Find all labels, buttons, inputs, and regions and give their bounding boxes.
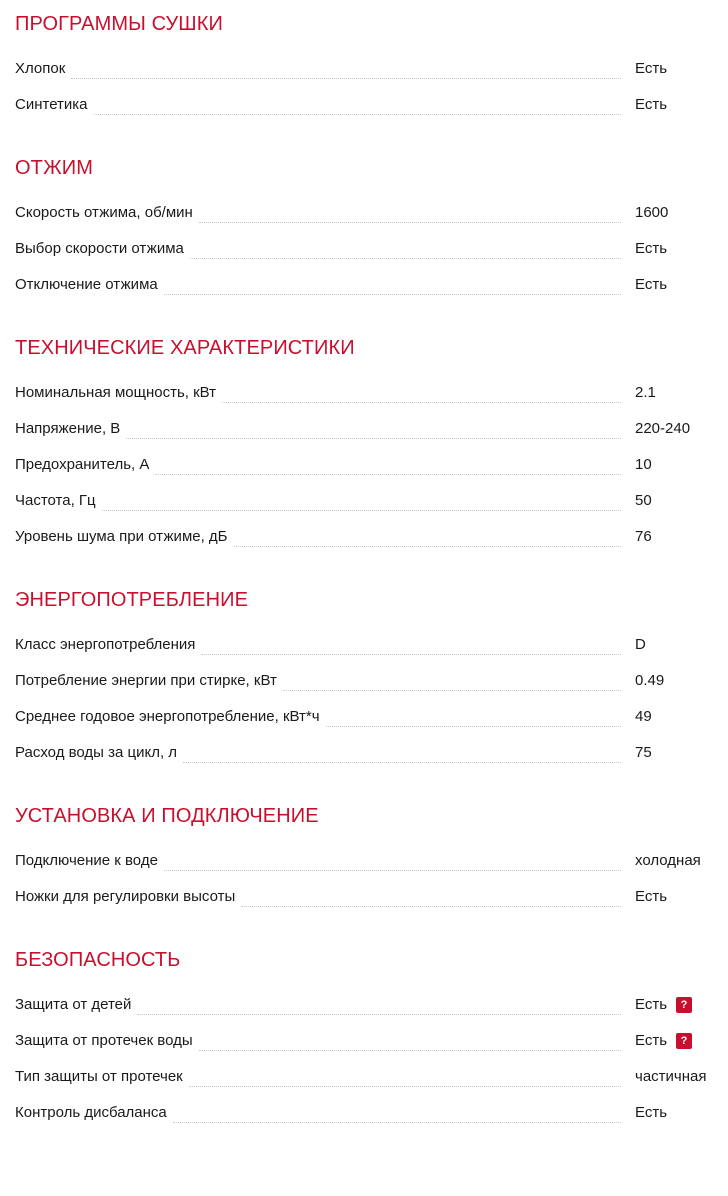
spec-value: 2.1 xyxy=(635,384,656,401)
spec-value: Есть xyxy=(635,60,668,77)
dotted-leader xyxy=(199,221,621,223)
spec-row-spin-speed xyxy=(15,193,715,229)
spec-row-water-connection xyxy=(15,841,715,877)
spec-value: холодная xyxy=(635,852,701,869)
spec-row-spin-speed-select xyxy=(15,229,715,265)
spec-row-cotton xyxy=(15,49,715,85)
spec-row-imbalance-control xyxy=(15,1093,715,1129)
spec-value: D xyxy=(635,636,646,653)
dotted-leader xyxy=(199,1049,621,1051)
spec-row-wash-energy xyxy=(15,661,715,697)
dotted-leader xyxy=(241,905,621,907)
spec-value: 220-240 xyxy=(635,420,691,437)
dotted-leader xyxy=(71,77,621,79)
spec-label: Потребление энергии при стирке, кВт xyxy=(15,671,277,697)
spec-row-energy-class xyxy=(15,625,715,661)
dotted-leader xyxy=(183,761,621,763)
section-title: ПРОГРАММЫ СУШКИ xyxy=(15,13,223,35)
dotted-leader xyxy=(326,725,621,727)
spec-label: Синтетика xyxy=(15,95,88,121)
dotted-leader xyxy=(189,1085,621,1087)
dotted-leader xyxy=(102,509,621,511)
dotted-leader xyxy=(155,473,621,475)
dotted-leader xyxy=(234,545,621,547)
spec-row-spin-off xyxy=(15,265,715,301)
spec-row-noise xyxy=(15,517,715,553)
spec-value: 76 xyxy=(635,528,652,545)
dotted-leader xyxy=(164,293,621,295)
dotted-leader xyxy=(222,401,621,403)
dotted-leader xyxy=(173,1121,621,1123)
spec-row-synthetics xyxy=(15,85,715,121)
dotted-leader xyxy=(201,653,621,655)
help-icon[interactable]: ? xyxy=(676,1033,692,1049)
spec-value: Есть xyxy=(635,276,668,293)
section-title: БЕЗОПАСНОСТЬ xyxy=(15,949,181,971)
spec-value: Есть xyxy=(635,888,668,905)
spec-row-fuse xyxy=(15,445,715,481)
spec-label: Класс энергопотребления xyxy=(15,635,195,661)
spec-label: Уровень шума при отжиме, дБ xyxy=(15,527,228,553)
spec-value: Есть ? xyxy=(635,995,715,1021)
dotted-leader xyxy=(94,113,621,115)
spec-row-water-consumption xyxy=(15,733,715,769)
spec-label: Ножки для регулировки высоты xyxy=(15,887,235,913)
section-technical xyxy=(15,324,715,576)
spec-label: Предохранитель, А xyxy=(15,455,149,481)
spec-value: 75 xyxy=(635,744,652,761)
section-title: УСТАНОВКА И ПОДКЛЮЧЕНИЕ xyxy=(15,805,319,827)
spec-label: Тип защиты от протечек xyxy=(15,1067,183,1093)
spec-label: Подключение к воде xyxy=(15,851,158,877)
spec-value: 1600 xyxy=(635,204,669,221)
section-safety xyxy=(15,936,715,1129)
section-energy xyxy=(15,576,715,792)
dotted-leader xyxy=(283,689,621,691)
spec-label: Выбор скорости отжима xyxy=(15,239,184,265)
help-icon[interactable]: ? xyxy=(676,997,692,1013)
spec-label: Расход воды за цикл, л xyxy=(15,743,177,769)
spec-value: Есть ? xyxy=(635,1031,715,1057)
spec-value: Есть xyxy=(635,240,668,257)
spec-label: Среднее годовое энергопотребление, кВт*ч xyxy=(15,707,320,733)
spec-row-leak-protection xyxy=(15,1021,715,1057)
spec-label: Номинальная мощность, кВт xyxy=(15,383,216,409)
spec-label: Контроль дисбаланса xyxy=(15,1103,167,1129)
spec-row-power xyxy=(15,373,715,409)
section-spin xyxy=(15,144,715,324)
dotted-leader xyxy=(190,257,621,259)
spec-value: 10 xyxy=(635,456,652,473)
spec-value: 49 xyxy=(635,708,652,725)
section-title: ТЕХНИЧЕСКИЕ ХАРАКТЕРИСТИКИ xyxy=(15,337,355,359)
spec-value: 0.49 xyxy=(635,672,665,689)
dotted-leader xyxy=(137,1013,621,1015)
spec-label: Напряжение, В xyxy=(15,419,120,445)
spec-row-annual-energy xyxy=(15,697,715,733)
spec-row-frequency xyxy=(15,481,715,517)
spec-row-child-lock xyxy=(15,985,715,1021)
spec-value: частичная xyxy=(635,1068,707,1085)
spec-label: Хлопок xyxy=(15,59,65,85)
section-drying-programs xyxy=(15,0,715,144)
dotted-leader xyxy=(126,437,621,439)
spec-row-leak-protection-type xyxy=(15,1057,715,1093)
spec-label: Защита от протечек воды xyxy=(15,1031,193,1057)
spec-label: Частота, Гц xyxy=(15,491,96,517)
spec-value: Есть xyxy=(635,96,668,113)
spec-label: Отключение отжима xyxy=(15,275,158,301)
dotted-leader xyxy=(164,869,621,871)
spec-value: 50 xyxy=(635,492,652,509)
section-title: ОТЖИМ xyxy=(15,157,93,179)
section-title: ЭНЕРГОПОТРЕБЛЕНИЕ xyxy=(15,589,249,611)
spec-row-voltage xyxy=(15,409,715,445)
spec-value: Есть xyxy=(635,1104,668,1121)
spec-label: Защита от детей xyxy=(15,995,131,1021)
specifications-list xyxy=(15,0,715,1129)
spec-label: Скорость отжима, об/мин xyxy=(15,203,193,229)
section-installation xyxy=(15,792,715,936)
spec-row-adjustable-feet xyxy=(15,877,715,913)
